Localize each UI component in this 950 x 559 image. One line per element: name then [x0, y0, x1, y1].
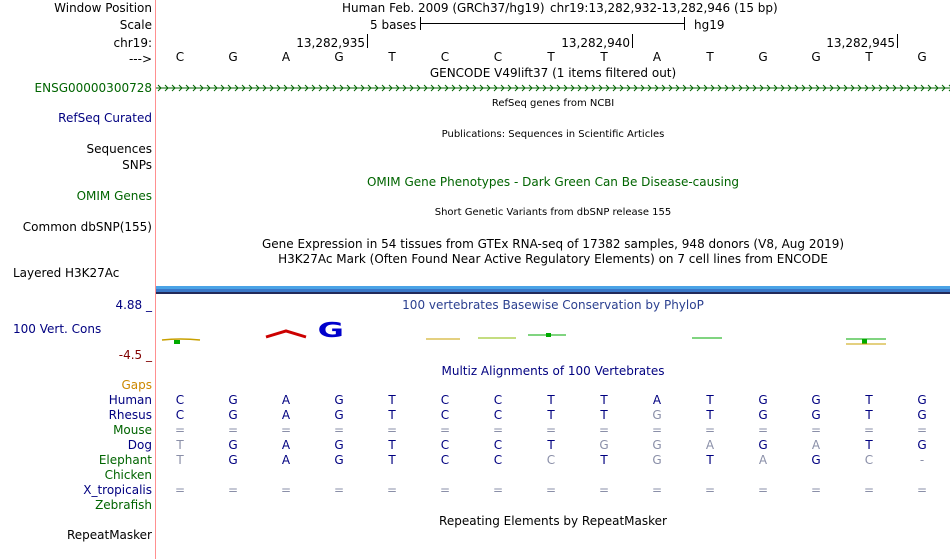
alignment-base: = [704, 483, 716, 497]
omim-label[interactable]: OMIM Genes [76, 189, 152, 203]
scale-db-text: hg19 [694, 18, 725, 32]
species-label[interactable]: Rhesus [108, 408, 152, 422]
assembly-text: Human Feb. 2009 (GRCh37/hg19) [342, 1, 545, 15]
ruler-base: A [281, 50, 291, 64]
alignment-base: = [174, 423, 186, 437]
ruler-tick-3 [897, 34, 898, 48]
species-label[interactable]: Dog [127, 438, 152, 452]
alignment-base: T [388, 453, 396, 467]
alignment-base: = [386, 483, 398, 497]
alignment-base: G [228, 438, 238, 452]
multiz-track-title: Multiz Alignments of 100 Vertebrates [441, 364, 665, 378]
alignment-base: = [757, 483, 769, 497]
alignment-base: G [652, 438, 662, 452]
alignment-base: = [333, 483, 345, 497]
ruler-base: T [388, 50, 396, 64]
alignment-base: C [493, 453, 503, 467]
alignment-base: G [334, 438, 344, 452]
track-label-panel [0, 0, 155, 559]
alignment-base: = [916, 483, 928, 497]
alignment-base: C [175, 393, 185, 407]
alignment-base: = [598, 483, 610, 497]
alignment-base: A [758, 453, 768, 467]
ruler-base: T [865, 50, 873, 64]
alignment-base: C [440, 453, 450, 467]
alignment-base: T [547, 393, 555, 407]
alignment-base: G [334, 393, 344, 407]
gene-id-label[interactable]: ENSG00000300728 [34, 81, 152, 95]
alignment-base: = [174, 483, 186, 497]
alignment-base: G [758, 438, 768, 452]
ruler-position-1: 13,282,935 [296, 36, 365, 50]
alignment-base: C [864, 453, 874, 467]
scale-bar-right-end [684, 17, 685, 30]
ruler-position-3: 13,282,945 [826, 36, 895, 50]
ruler-base: T [600, 50, 608, 64]
alignment-base: A [281, 438, 291, 452]
alignment-base: T [706, 393, 714, 407]
alignment-base: = [810, 423, 822, 437]
alignment-base: = [704, 423, 716, 437]
alignment-base: = [280, 423, 292, 437]
alignment-base: = [863, 423, 875, 437]
window-position-label: Window Position [54, 1, 152, 15]
chrom-label: chr19: [113, 36, 152, 50]
h3k27ac-track-title: H3K27Ac Mark (Often Found Near Active Regulatory Elements) on 7 cell lines from ENCODE [278, 252, 828, 266]
ruler-base: G [758, 50, 768, 64]
ruler-base: T [547, 50, 555, 64]
alignment-base: A [652, 393, 662, 407]
alignment-base: G [599, 438, 609, 452]
alignment-base: G [758, 408, 768, 422]
species-label[interactable]: Mouse [113, 423, 152, 437]
alignment-base: A [281, 408, 291, 422]
alignment-base: T [865, 408, 873, 422]
ruler-base: T [706, 50, 714, 64]
ruler-position-2: 13,282,940 [561, 36, 630, 50]
alignment-base: T [547, 408, 555, 422]
alignment-base: A [281, 453, 291, 467]
ruler-base: G [334, 50, 344, 64]
alignment-base: = [598, 423, 610, 437]
alignment-base: T [600, 453, 608, 467]
alignment-base: G [228, 393, 238, 407]
alignment-base: G [811, 408, 821, 422]
alignment-base: = [651, 423, 663, 437]
species-label[interactable]: Chicken [104, 468, 152, 482]
sequences-label[interactable]: Sequences [86, 142, 152, 156]
gaps-label[interactable]: Gaps [121, 378, 152, 392]
h3k27ac-label[interactable]: Layered H3K27Ac [13, 266, 120, 280]
alignment-base: = [439, 423, 451, 437]
alignment-base: = [545, 423, 557, 437]
ruler-base: C [493, 50, 503, 64]
alignment-base: = [545, 483, 557, 497]
dbsnp-track-title: Short Genetic Variants from dbSNP release 155 [434, 207, 672, 218]
gencode-gene-feature[interactable] [156, 82, 950, 94]
gtex-track-title: Gene Expression in 54 tissues from GTEx RNA-seq of 17382 samples, 948 donors (V8, Aug 2019) [261, 237, 845, 251]
alignment-base: G [652, 408, 662, 422]
alignment-base: = [439, 483, 451, 497]
position-text: chr19:13,282,932-13,282,946 (15 bp) [550, 1, 778, 15]
snps-label[interactable]: SNPs [122, 158, 152, 172]
alignment-base: = [227, 483, 239, 497]
alignment-base: C [493, 408, 503, 422]
alignment-base: T [600, 408, 608, 422]
species-label[interactable]: X_tropicalis [83, 483, 152, 497]
alignment-base: T [388, 408, 396, 422]
alignment-base: = [863, 483, 875, 497]
ruler-tick-1 [367, 34, 368, 48]
alignment-base: G [334, 453, 344, 467]
alignment-base: G [811, 453, 821, 467]
alignment-base: A [281, 393, 291, 407]
ruler-base: C [440, 50, 450, 64]
alignment-base: C [493, 438, 503, 452]
alignment-base: G [228, 408, 238, 422]
gencode-track-title: GENCODE V49lift37 (1 items filtered out) [429, 66, 677, 80]
alignment-base: T [547, 438, 555, 452]
alignment-base: G [917, 393, 927, 407]
scale-bar [420, 23, 685, 24]
dbsnp-label[interactable]: Common dbSNP(155) [22, 220, 152, 234]
alignment-base: G [758, 393, 768, 407]
alignment-base: = [492, 483, 504, 497]
alignment-base: T [865, 438, 873, 452]
refseq-label[interactable]: RefSeq Curated [58, 111, 152, 125]
phylop-track-title: 100 vertebrates Basewise Conservation by PhyloP [402, 298, 704, 312]
alignment-base: = [333, 423, 345, 437]
cons-min-label: -4.5 _ [118, 348, 152, 362]
alignment-base: = [916, 423, 928, 437]
alignment-base: C [440, 408, 450, 422]
alignment-base: G [334, 408, 344, 422]
alignment-base: = [386, 423, 398, 437]
publications-track-title: Publications: Sequences in Scientific Articles [441, 129, 665, 140]
repeatmasker-track-title: Repeating Elements by RepeatMasker [439, 514, 667, 528]
alignment-base: G [652, 453, 662, 467]
alignment-base: T [388, 393, 396, 407]
phylop-conservation-plot[interactable] [156, 318, 950, 354]
alignment-base: T [865, 393, 873, 407]
alignment-base: G [811, 393, 821, 407]
alignment-base: = [757, 423, 769, 437]
alignment-base: C [440, 393, 450, 407]
h3k27ac-signal-bar-3 [156, 292, 950, 294]
alignment-base: C [546, 453, 556, 467]
scale-label: Scale [119, 18, 152, 32]
repeatmasker-label[interactable]: RepeatMasker [66, 528, 152, 542]
alignment-base: T [600, 393, 608, 407]
ruler-base: C [175, 50, 185, 64]
strand-arrow-label: ---> [128, 52, 152, 66]
cons-max-label: 4.88 _ [115, 298, 152, 312]
alignment-base: - [919, 453, 925, 467]
alignment-base: = [492, 423, 504, 437]
track-area[interactable] [156, 0, 950, 559]
alignment-base: G [917, 438, 927, 452]
ruler-base: G [811, 50, 821, 64]
alignment-base: C [493, 393, 503, 407]
alignment-base: = [227, 423, 239, 437]
ruler-tick-2 [632, 34, 633, 48]
species-label[interactable]: Elephant [98, 453, 152, 467]
alignment-base: T [706, 408, 714, 422]
alignment-base: T [176, 453, 184, 467]
alignment-base: A [811, 438, 821, 452]
omim-track-title: OMIM Gene Phenotypes - Dark Green Can Be Disease-causing [366, 175, 740, 189]
alignment-base: G [917, 408, 927, 422]
alignment-base: T [388, 438, 396, 452]
scale-bases-text: 5 bases [370, 18, 417, 32]
alignment-base: = [651, 483, 663, 497]
ruler-base: A [652, 50, 662, 64]
ruler-base: G [917, 50, 927, 64]
refseq-track-title: RefSeq genes from NCBI [491, 98, 615, 109]
svg-text:G: G [317, 319, 344, 343]
alignment-base: T [176, 438, 184, 452]
ruler-base: G [228, 50, 238, 64]
species-label[interactable]: Human [108, 393, 152, 407]
alignment-base: = [810, 483, 822, 497]
alignment-base: G [228, 453, 238, 467]
species-label[interactable]: Zebrafish [95, 498, 152, 512]
alignment-base: T [706, 453, 714, 467]
alignment-base: C [175, 408, 185, 422]
cons-label[interactable]: 100 Vert. Cons [13, 322, 102, 336]
alignment-base: = [280, 483, 292, 497]
alignment-base: C [440, 438, 450, 452]
alignment-base: A [705, 438, 715, 452]
